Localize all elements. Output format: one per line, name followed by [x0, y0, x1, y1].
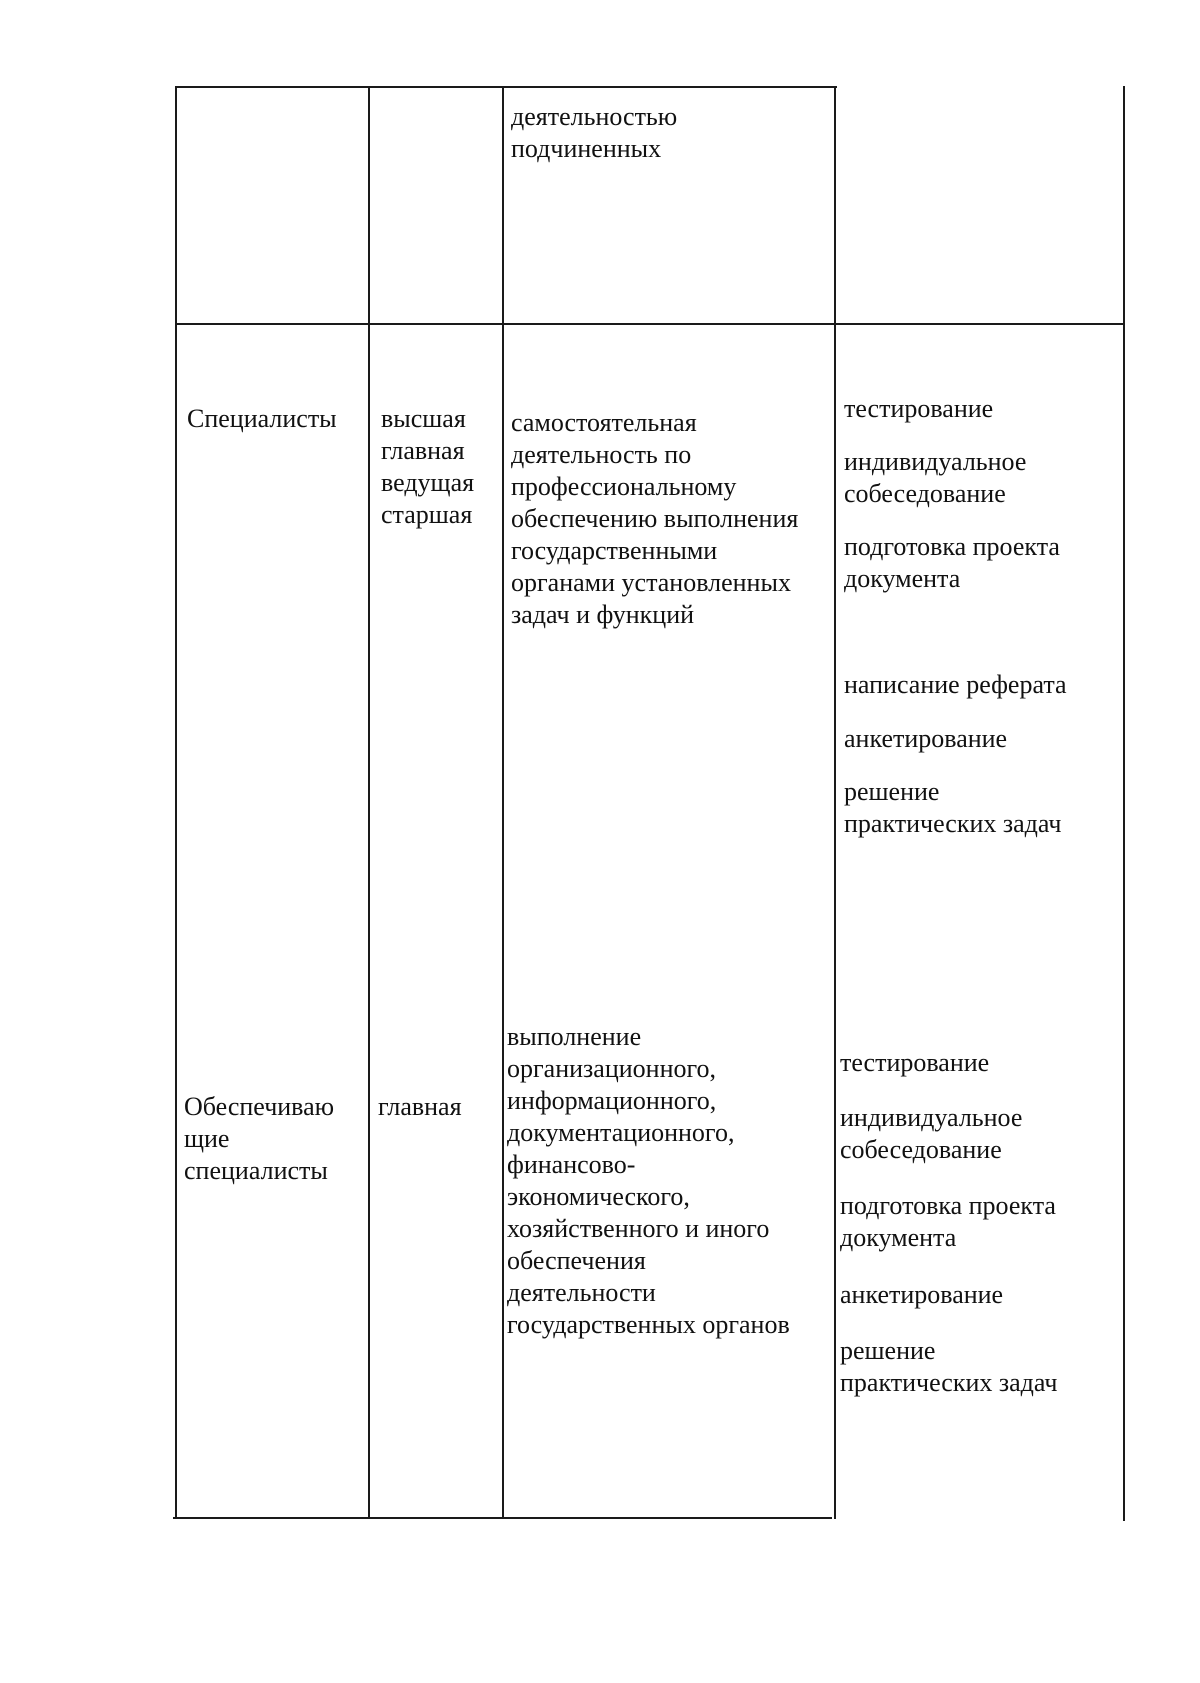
text-line: документа	[840, 1223, 957, 1252]
row-2-duties	[507, 1021, 790, 1341]
row-1-method	[844, 393, 993, 425]
text-line: самостоятельная	[511, 408, 697, 437]
row-1-category	[187, 403, 337, 435]
table-top-border	[175, 86, 837, 88]
table-right-border	[1123, 86, 1125, 1521]
text-line: органами установленных	[511, 568, 791, 597]
text-line: документационного,	[507, 1118, 735, 1147]
text-line: задач и функций	[511, 600, 695, 629]
text-line: экономического,	[507, 1182, 690, 1211]
text-line: тестирование	[840, 1048, 990, 1077]
text-line: щие	[184, 1124, 230, 1153]
text-line: выполнение	[507, 1022, 642, 1051]
text-line: деятельность по	[511, 440, 692, 469]
row-1-method	[844, 723, 1007, 755]
text-line: ведущая	[381, 468, 475, 497]
row-2-method	[840, 1279, 1003, 1311]
text-line: организационного,	[507, 1054, 717, 1083]
text-line: главная	[381, 436, 465, 465]
column-divider-3	[834, 86, 836, 1519]
text-line: финансово-	[507, 1150, 636, 1179]
text-line: государственными	[511, 536, 718, 565]
table-left-border	[175, 86, 177, 1519]
row-1-method	[844, 531, 1060, 595]
text-line: деятельностью	[511, 102, 678, 131]
text-line: практических задач	[844, 809, 1062, 838]
text-line: старшая	[381, 500, 473, 529]
text-line: обеспечению выполнения	[511, 504, 799, 533]
column-divider-1	[368, 86, 370, 1519]
text-line: собеседование	[840, 1135, 1002, 1164]
row-2-method	[840, 1047, 989, 1079]
column-divider-2	[502, 86, 504, 1519]
text-line: собеседование	[844, 479, 1006, 508]
row-2-category	[184, 1091, 334, 1187]
text-line: тестирование	[844, 394, 994, 423]
row-1-duties	[511, 407, 798, 631]
text-line: решение	[844, 777, 940, 806]
text-line: практических задач	[840, 1368, 1058, 1397]
text-line: подготовка проекта	[844, 532, 1060, 561]
row-1-method	[844, 776, 1061, 840]
text-line: подготовка проекта	[840, 1191, 1056, 1220]
text-line: специалисты	[184, 1156, 328, 1185]
text-line: профессиональному	[511, 472, 737, 501]
text-line: высшая	[381, 404, 466, 433]
text-line: Обеспечиваю	[184, 1092, 335, 1121]
text-line: документа	[844, 564, 961, 593]
text-line: решение	[840, 1336, 936, 1365]
row-1-groups	[381, 403, 474, 531]
text-line: хозяйственного и иного	[507, 1214, 770, 1243]
row-2-method	[840, 1335, 1057, 1399]
text-line: Специалисты	[187, 404, 337, 433]
text-line: обеспечения	[507, 1246, 646, 1275]
text-line: информационного,	[507, 1086, 717, 1115]
text-line: анкетирование	[844, 724, 1008, 753]
row-1-method	[844, 669, 1067, 701]
row-2-method	[840, 1190, 1056, 1254]
row-1-method	[844, 446, 1026, 510]
text-line: деятельности	[507, 1278, 656, 1307]
row-2-method	[840, 1102, 1022, 1166]
text-line: государственных органов	[507, 1310, 790, 1339]
text-line: главная	[378, 1092, 462, 1121]
text-line: анкетирование	[840, 1280, 1004, 1309]
row-divider	[175, 323, 1123, 325]
text-line: подчиненных	[511, 134, 662, 163]
continued-duties	[511, 101, 677, 165]
row-2-groups	[378, 1091, 462, 1123]
text-line: индивидуальное	[844, 447, 1027, 476]
text-line: написание реферата	[844, 670, 1067, 699]
text-line: индивидуальное	[840, 1103, 1023, 1132]
